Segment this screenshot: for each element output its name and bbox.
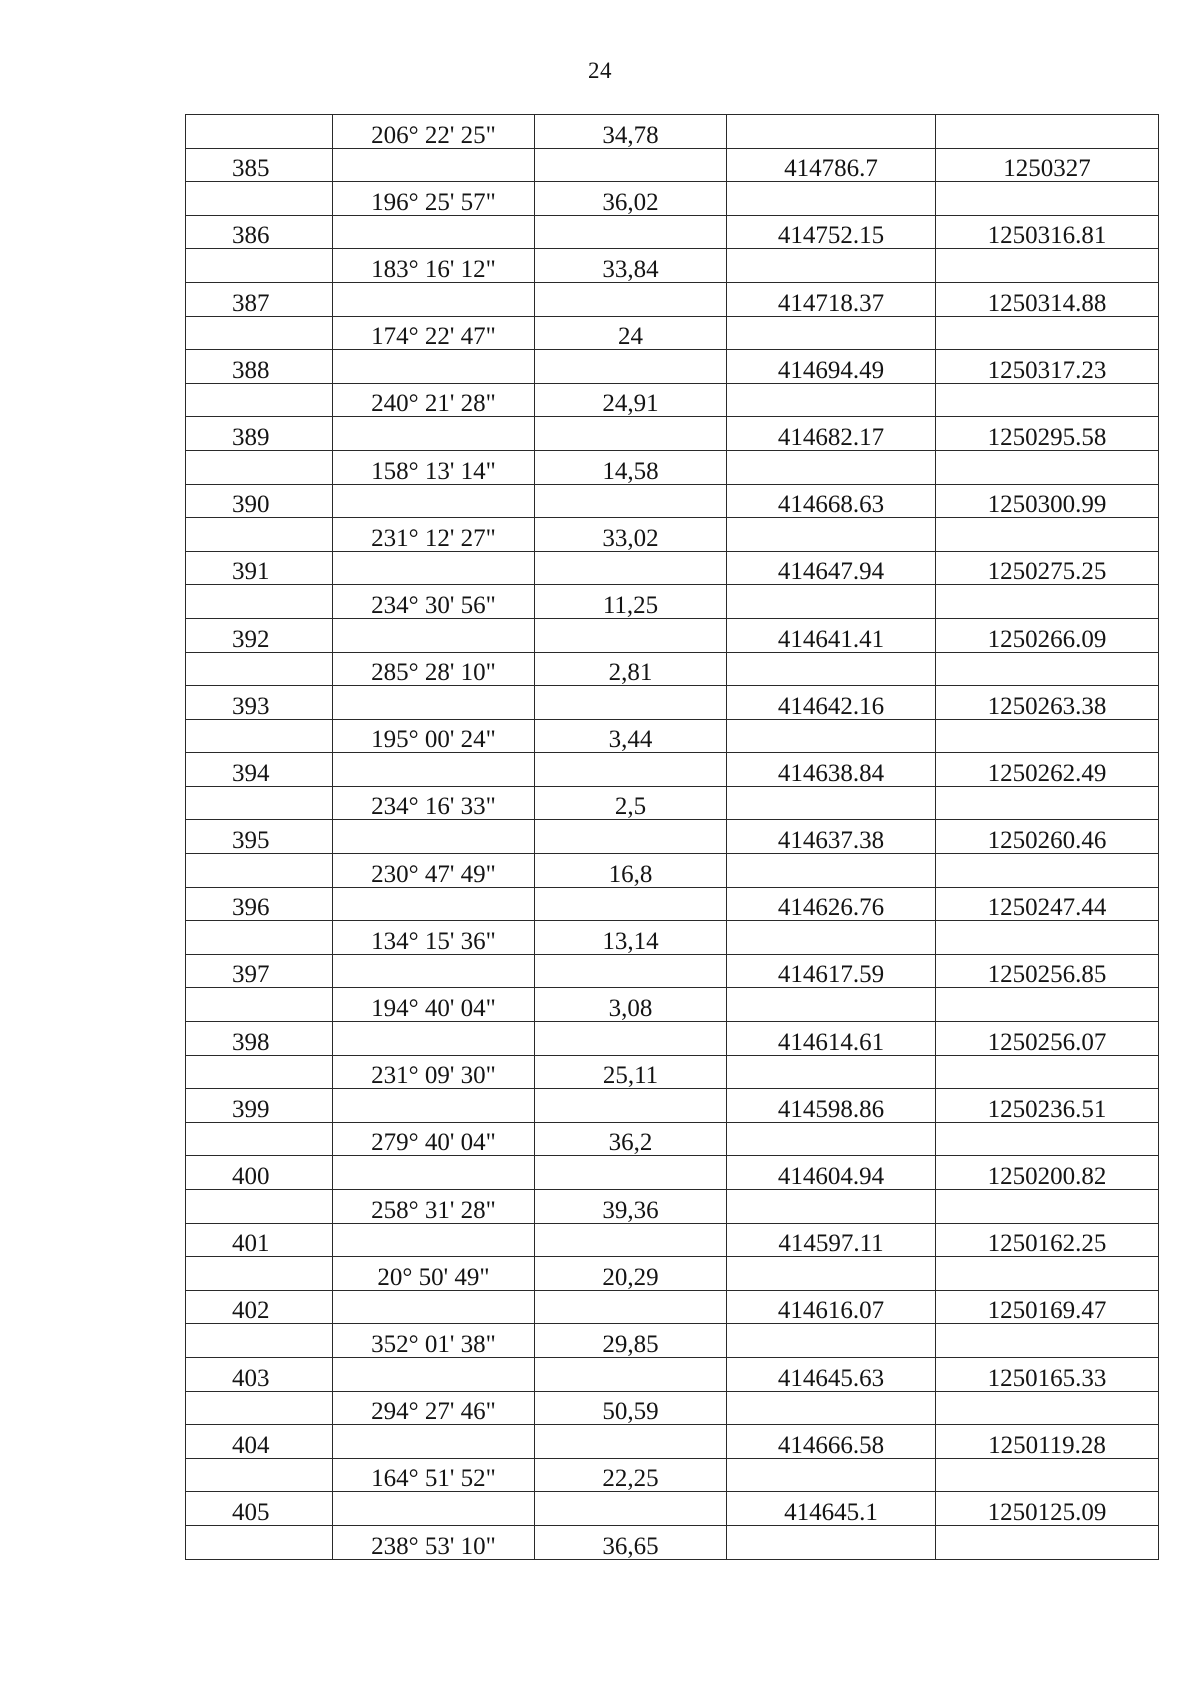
y-coordinate-cell (936, 1458, 1159, 1492)
point-row (186, 1223, 1159, 1257)
segment-row (186, 1391, 1159, 1425)
distance-cell (535, 484, 727, 518)
point-number-cell (186, 1055, 333, 1089)
y-coordinate-cell (936, 652, 1159, 686)
point-number-cell: 394 (186, 753, 333, 787)
point-row (186, 1357, 1159, 1391)
point-number-cell (186, 1190, 333, 1224)
point-number-cell: 403 (186, 1357, 333, 1391)
distance-cell (535, 820, 727, 854)
distance-cell (535, 1425, 727, 1459)
direction-angle-cell (333, 1425, 535, 1459)
y-coordinate-cell (936, 719, 1159, 753)
point-number-cell: 387 (186, 282, 333, 316)
point-row (186, 484, 1159, 518)
x-coordinate-cell (727, 1525, 936, 1559)
direction-angle-cell: 134° 15' 36" (333, 921, 535, 955)
distance-cell: 14,58 (535, 450, 727, 484)
x-coordinate-cell (727, 383, 936, 417)
point-row (186, 148, 1159, 182)
y-coordinate-cell: 1250316.81 (936, 215, 1159, 249)
y-coordinate-cell: 1250256.07 (936, 1022, 1159, 1056)
point-row (186, 1425, 1159, 1459)
distance-cell: 50,59 (535, 1391, 727, 1425)
segment-row (186, 1190, 1159, 1224)
coordinates-table-body (186, 115, 1159, 1560)
direction-angle-cell: 158° 13' 14" (333, 450, 535, 484)
point-number-cell: 392 (186, 618, 333, 652)
y-coordinate-cell: 1250162.25 (936, 1223, 1159, 1257)
y-coordinate-cell: 1250165.33 (936, 1357, 1159, 1391)
y-coordinate-cell (936, 1055, 1159, 1089)
point-number-cell: 389 (186, 417, 333, 451)
direction-angle-cell (333, 1022, 535, 1056)
distance-cell: 36,65 (535, 1525, 727, 1559)
x-coordinate-cell (727, 1324, 936, 1358)
x-coordinate-cell (727, 1257, 936, 1291)
direction-angle-cell (333, 1089, 535, 1123)
x-coordinate-cell: 414718.37 (727, 282, 936, 316)
distance-cell: 29,85 (535, 1324, 727, 1358)
point-number-cell: 402 (186, 1290, 333, 1324)
point-number-cell (186, 182, 333, 216)
point-number-cell (186, 1257, 333, 1291)
distance-cell (535, 1290, 727, 1324)
x-coordinate-cell (727, 921, 936, 955)
point-number-cell: 397 (186, 954, 333, 988)
point-row (186, 1156, 1159, 1190)
y-coordinate-cell (936, 518, 1159, 552)
point-number-cell: 399 (186, 1089, 333, 1123)
y-coordinate-cell: 1250260.46 (936, 820, 1159, 854)
y-coordinate-cell (936, 1324, 1159, 1358)
segment-row (186, 786, 1159, 820)
distance-cell (535, 1089, 727, 1123)
y-coordinate-cell (936, 1122, 1159, 1156)
distance-cell: 34,78 (535, 115, 727, 149)
y-coordinate-cell: 1250314.88 (936, 282, 1159, 316)
x-coordinate-cell (727, 1055, 936, 1089)
x-coordinate-cell (727, 1122, 936, 1156)
point-row (186, 1022, 1159, 1056)
point-number-cell (186, 585, 333, 619)
y-coordinate-cell (936, 786, 1159, 820)
segment-row (186, 249, 1159, 283)
y-coordinate-cell: 1250317.23 (936, 350, 1159, 384)
distance-cell: 33,02 (535, 518, 727, 552)
point-number-cell (186, 1458, 333, 1492)
x-coordinate-cell: 414597.11 (727, 1223, 936, 1257)
distance-cell: 25,11 (535, 1055, 727, 1089)
point-number-cell (186, 988, 333, 1022)
x-coordinate-cell (727, 652, 936, 686)
direction-angle-cell: 234° 30' 56" (333, 585, 535, 619)
x-coordinate-cell: 414626.76 (727, 887, 936, 921)
distance-cell: 22,25 (535, 1458, 727, 1492)
direction-angle-cell: 194° 40' 04" (333, 988, 535, 1022)
point-number-cell (186, 450, 333, 484)
point-row (186, 686, 1159, 720)
distance-cell: 11,25 (535, 585, 727, 619)
page-number: 24 (588, 58, 612, 83)
y-coordinate-cell: 1250275.25 (936, 551, 1159, 585)
direction-angle-cell (333, 350, 535, 384)
x-coordinate-cell (727, 518, 936, 552)
x-coordinate-cell: 414682.17 (727, 417, 936, 451)
distance-cell (535, 1022, 727, 1056)
point-number-cell (186, 115, 333, 149)
y-coordinate-cell: 1250263.38 (936, 686, 1159, 720)
y-coordinate-cell: 1250169.47 (936, 1290, 1159, 1324)
segment-row (186, 316, 1159, 350)
y-coordinate-cell: 1250200.82 (936, 1156, 1159, 1190)
segment-row (186, 115, 1159, 149)
point-number-cell (186, 1122, 333, 1156)
distance-cell (535, 1156, 727, 1190)
segment-row (186, 1055, 1159, 1089)
y-coordinate-cell (936, 182, 1159, 216)
segment-row (186, 383, 1159, 417)
x-coordinate-cell: 414638.84 (727, 753, 936, 787)
x-coordinate-cell (727, 719, 936, 753)
point-number-cell (186, 652, 333, 686)
point-row (186, 551, 1159, 585)
x-coordinate-cell (727, 585, 936, 619)
segment-row (186, 518, 1159, 552)
distance-cell: 16,8 (535, 854, 727, 888)
y-coordinate-cell: 1250256.85 (936, 954, 1159, 988)
point-row (186, 753, 1159, 787)
distance-cell: 24 (535, 316, 727, 350)
direction-angle-cell: 174° 22' 47" (333, 316, 535, 350)
x-coordinate-cell: 414647.94 (727, 551, 936, 585)
direction-angle-cell (333, 954, 535, 988)
x-coordinate-cell (727, 1458, 936, 1492)
direction-angle-cell: 195° 00' 24" (333, 719, 535, 753)
x-coordinate-cell (727, 1190, 936, 1224)
distance-cell (535, 417, 727, 451)
direction-angle-cell: 183° 16' 12" (333, 249, 535, 283)
direction-angle-cell: 234° 16' 33" (333, 786, 535, 820)
point-row (186, 417, 1159, 451)
distance-cell (535, 887, 727, 921)
x-coordinate-cell: 414637.38 (727, 820, 936, 854)
distance-cell: 2,5 (535, 786, 727, 820)
direction-angle-cell: 20° 50' 49" (333, 1257, 535, 1291)
segment-row (186, 652, 1159, 686)
point-row (186, 618, 1159, 652)
y-coordinate-cell: 1250266.09 (936, 618, 1159, 652)
point-number-cell (186, 1324, 333, 1358)
distance-cell: 2,81 (535, 652, 727, 686)
x-coordinate-cell (727, 1391, 936, 1425)
distance-cell: 36,2 (535, 1122, 727, 1156)
direction-angle-cell: 230° 47' 49" (333, 854, 535, 888)
direction-angle-cell: 294° 27' 46" (333, 1391, 535, 1425)
segment-row (186, 921, 1159, 955)
direction-angle-cell: 206° 22' 25" (333, 115, 535, 149)
direction-angle-cell (333, 215, 535, 249)
point-number-cell (186, 316, 333, 350)
direction-angle-cell (333, 618, 535, 652)
x-coordinate-cell (727, 316, 936, 350)
x-coordinate-cell: 414598.86 (727, 1089, 936, 1123)
segment-row (186, 1324, 1159, 1358)
distance-cell: 24,91 (535, 383, 727, 417)
distance-cell (535, 1357, 727, 1391)
y-coordinate-cell (936, 1190, 1159, 1224)
point-number-cell: 404 (186, 1425, 333, 1459)
y-coordinate-cell: 1250119.28 (936, 1425, 1159, 1459)
distance-cell: 3,44 (535, 719, 727, 753)
y-coordinate-cell: 1250295.58 (936, 417, 1159, 451)
distance-cell: 3,08 (535, 988, 727, 1022)
distance-cell: 20,29 (535, 1257, 727, 1291)
y-coordinate-cell (936, 1391, 1159, 1425)
point-number-cell (186, 518, 333, 552)
direction-angle-cell: 231° 09' 30" (333, 1055, 535, 1089)
point-row (186, 954, 1159, 988)
point-row (186, 215, 1159, 249)
x-coordinate-cell: 414645.63 (727, 1357, 936, 1391)
y-coordinate-cell: 1250125.09 (936, 1492, 1159, 1526)
point-number-cell: 390 (186, 484, 333, 518)
point-row (186, 887, 1159, 921)
direction-angle-cell (333, 820, 535, 854)
direction-angle-cell: 238° 53' 10" (333, 1525, 535, 1559)
distance-cell: 36,02 (535, 182, 727, 216)
point-number-cell: 401 (186, 1223, 333, 1257)
point-row (186, 350, 1159, 384)
x-coordinate-cell: 414604.94 (727, 1156, 936, 1190)
distance-cell: 33,84 (535, 249, 727, 283)
point-number-cell (186, 1525, 333, 1559)
x-coordinate-cell: 414645.1 (727, 1492, 936, 1526)
direction-angle-cell: 164° 51' 52" (333, 1458, 535, 1492)
direction-angle-cell (333, 551, 535, 585)
direction-angle-cell (333, 686, 535, 720)
distance-cell (535, 282, 727, 316)
x-coordinate-cell (727, 450, 936, 484)
direction-angle-cell: 279° 40' 04" (333, 1122, 535, 1156)
x-coordinate-cell: 414666.58 (727, 1425, 936, 1459)
direction-angle-cell (333, 148, 535, 182)
x-coordinate-cell (727, 115, 936, 149)
y-coordinate-cell: 1250247.44 (936, 887, 1159, 921)
direction-angle-cell (333, 417, 535, 451)
x-coordinate-cell: 414694.49 (727, 350, 936, 384)
direction-angle-cell (333, 1357, 535, 1391)
direction-angle-cell: 352° 01' 38" (333, 1324, 535, 1358)
segment-row (186, 182, 1159, 216)
point-number-cell (186, 921, 333, 955)
segment-row (186, 1122, 1159, 1156)
segment-row (186, 1525, 1159, 1559)
distance-cell: 39,36 (535, 1190, 727, 1224)
distance-cell (535, 215, 727, 249)
distance-cell (535, 551, 727, 585)
x-coordinate-cell: 414786.7 (727, 148, 936, 182)
direction-angle-cell (333, 282, 535, 316)
point-number-cell (186, 249, 333, 283)
point-row (186, 1290, 1159, 1324)
direction-angle-cell: 285° 28' 10" (333, 652, 535, 686)
point-number-cell (186, 1391, 333, 1425)
point-number-cell: 398 (186, 1022, 333, 1056)
distance-cell (535, 686, 727, 720)
point-number-cell: 393 (186, 686, 333, 720)
point-number-cell (186, 854, 333, 888)
segment-row (186, 585, 1159, 619)
y-coordinate-cell (936, 249, 1159, 283)
distance-cell (535, 1492, 727, 1526)
x-coordinate-cell (727, 786, 936, 820)
segment-row (186, 988, 1159, 1022)
direction-angle-cell (333, 887, 535, 921)
y-coordinate-cell (936, 585, 1159, 619)
distance-cell (535, 350, 727, 384)
point-number-cell: 405 (186, 1492, 333, 1526)
direction-angle-cell (333, 1492, 535, 1526)
point-number-cell (186, 786, 333, 820)
direction-angle-cell (333, 753, 535, 787)
y-coordinate-cell (936, 854, 1159, 888)
point-number-cell: 395 (186, 820, 333, 854)
y-coordinate-cell: 1250327 (936, 148, 1159, 182)
y-coordinate-cell: 1250236.51 (936, 1089, 1159, 1123)
x-coordinate-cell: 414668.63 (727, 484, 936, 518)
y-coordinate-cell (936, 115, 1159, 149)
segment-row (186, 450, 1159, 484)
point-row (186, 820, 1159, 854)
distance-cell: 13,14 (535, 921, 727, 955)
point-number-cell: 386 (186, 215, 333, 249)
direction-angle-cell (333, 1223, 535, 1257)
distance-cell (535, 148, 727, 182)
x-coordinate-cell: 414752.15 (727, 215, 936, 249)
point-number-cell: 400 (186, 1156, 333, 1190)
y-coordinate-cell (936, 921, 1159, 955)
direction-angle-cell (333, 1290, 535, 1324)
direction-angle-cell (333, 484, 535, 518)
direction-angle-cell: 231° 12' 27" (333, 518, 535, 552)
x-coordinate-cell (727, 249, 936, 283)
x-coordinate-cell (727, 182, 936, 216)
segment-row (186, 719, 1159, 753)
distance-cell (535, 618, 727, 652)
x-coordinate-cell: 414642.16 (727, 686, 936, 720)
point-number-cell: 388 (186, 350, 333, 384)
point-number-cell (186, 719, 333, 753)
segment-row (186, 1458, 1159, 1492)
x-coordinate-cell: 414616.07 (727, 1290, 936, 1324)
distance-cell (535, 954, 727, 988)
segment-row (186, 1257, 1159, 1291)
point-row (186, 1492, 1159, 1526)
x-coordinate-cell (727, 854, 936, 888)
x-coordinate-cell: 414641.41 (727, 618, 936, 652)
x-coordinate-cell (727, 988, 936, 1022)
y-coordinate-cell (936, 450, 1159, 484)
point-number-cell (186, 383, 333, 417)
direction-angle-cell: 240° 21' 28" (333, 383, 535, 417)
segment-row (186, 854, 1159, 888)
direction-angle-cell: 196° 25' 57" (333, 182, 535, 216)
x-coordinate-cell: 414617.59 (727, 954, 936, 988)
distance-cell (535, 753, 727, 787)
point-number-cell: 385 (186, 148, 333, 182)
y-coordinate-cell (936, 1257, 1159, 1291)
y-coordinate-cell (936, 316, 1159, 350)
y-coordinate-cell: 1250300.99 (936, 484, 1159, 518)
point-row (186, 1089, 1159, 1123)
y-coordinate-cell (936, 383, 1159, 417)
distance-cell (535, 1223, 727, 1257)
point-number-cell: 391 (186, 551, 333, 585)
point-row (186, 282, 1159, 316)
y-coordinate-cell (936, 1525, 1159, 1559)
coordinates-table (185, 114, 1159, 1560)
direction-angle-cell (333, 1156, 535, 1190)
y-coordinate-cell: 1250262.49 (936, 753, 1159, 787)
x-coordinate-cell: 414614.61 (727, 1022, 936, 1056)
point-number-cell: 396 (186, 887, 333, 921)
y-coordinate-cell (936, 988, 1159, 1022)
direction-angle-cell: 258° 31' 28" (333, 1190, 535, 1224)
